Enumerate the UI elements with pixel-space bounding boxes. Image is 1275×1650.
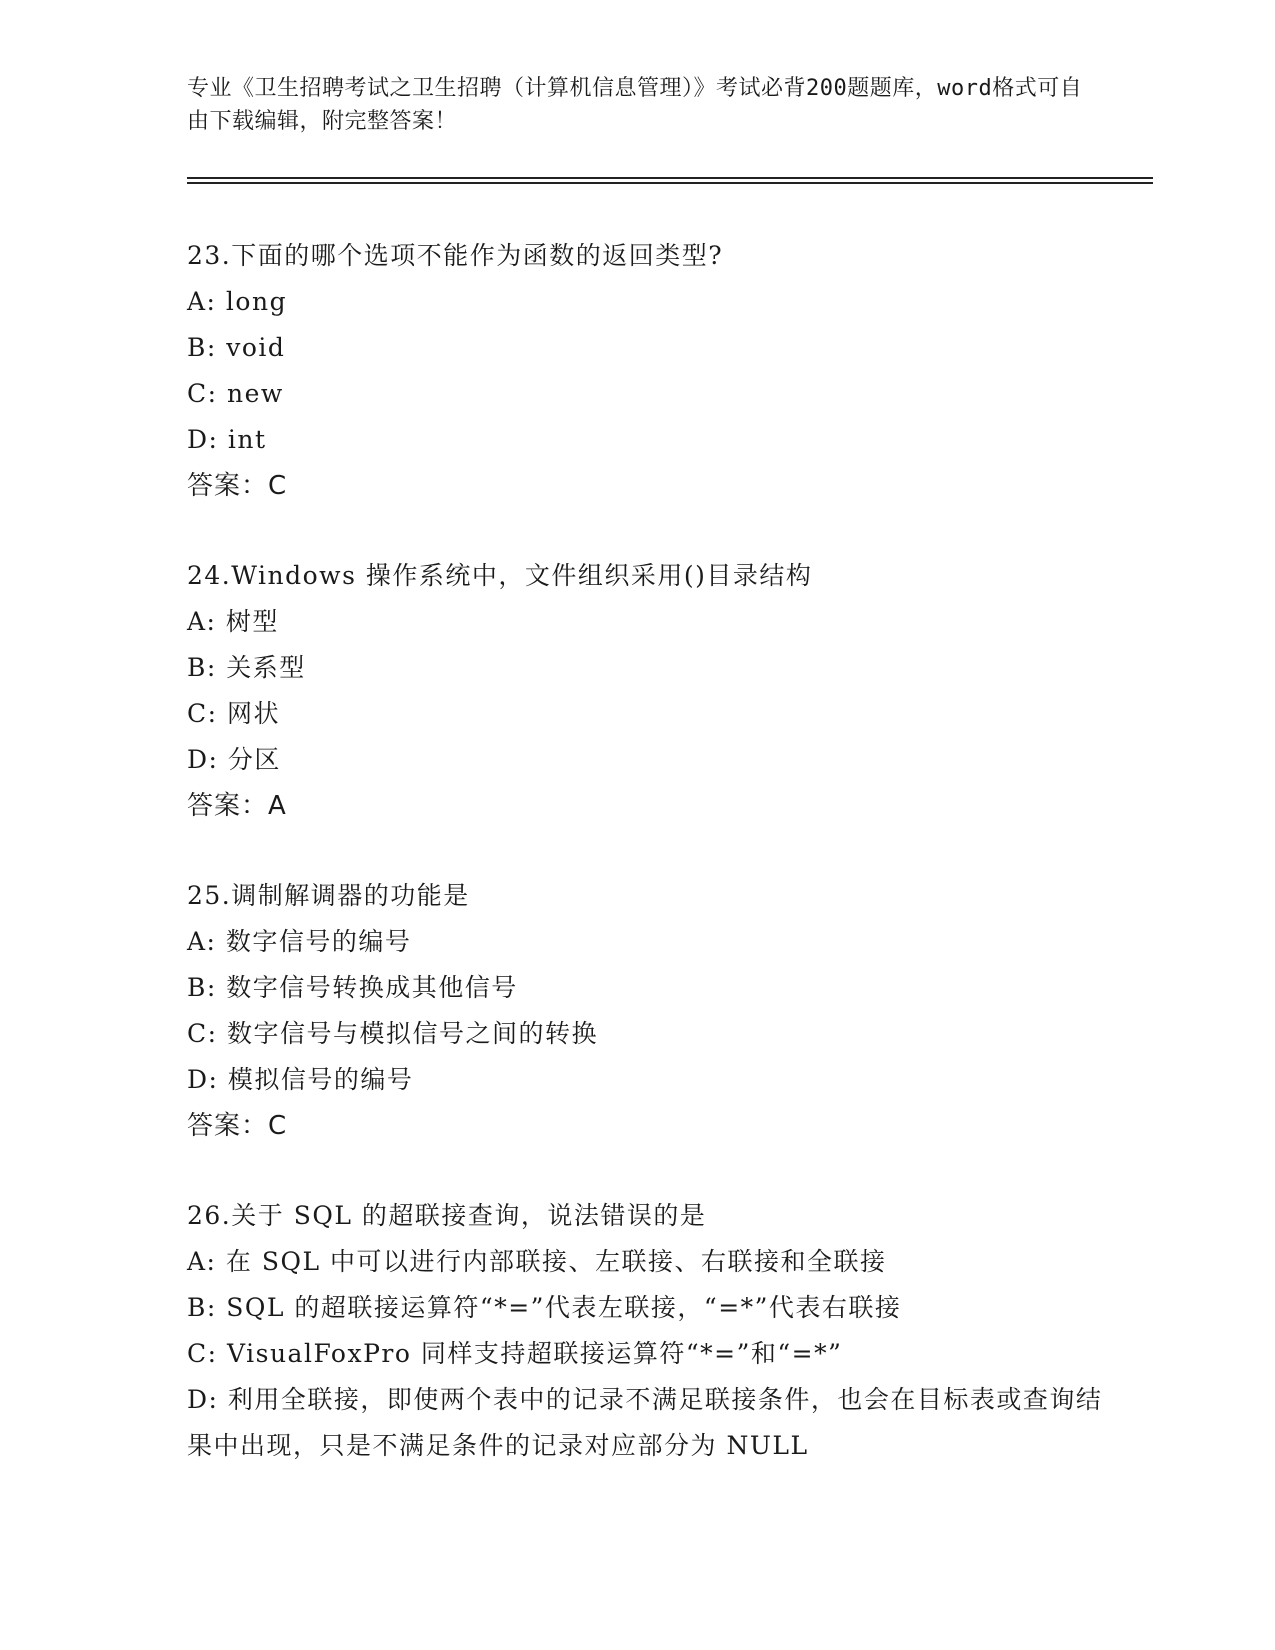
option-a: A: 在 SQL 中可以进行内部联接、左联接、右联接和全联接 (187, 1247, 887, 1276)
answer-label: 答案：C (187, 471, 288, 501)
option-b: B: 数字信号转换成其他信号 (187, 973, 518, 1002)
question-26 (187, 1193, 1107, 1469)
option-a: A: long (187, 287, 288, 316)
option-d: D: 模拟信号的编号 (187, 1065, 414, 1094)
option-d: D: 利用全联接，即使两个表中的记录不满足联接条件，也会在目标表或查询结果中出现，只是不满足条件的记录对应部分为 NULL (187, 1385, 1103, 1460)
answer-label: 答案：A (187, 791, 287, 821)
document-header: 专业《卫生招聘考试之卫生招聘（计算机信息管理）》考试必背200题题库，word格式可自由下载编辑，附完整答案！ (187, 76, 1083, 134)
question-25 (187, 873, 1107, 1149)
option-a: A: 树型 (187, 607, 279, 636)
option-c: C: 网状 (187, 699, 280, 728)
option-c: C: VisualFoxPro 同样支持超联接运算符“*=”和“=*” (187, 1339, 843, 1368)
question-stem: 25.调制解调器的功能是 (187, 881, 470, 910)
header-divider-top (187, 177, 1153, 179)
option-d: D: 分区 (187, 745, 281, 774)
option-c: C: new (187, 379, 284, 408)
answer-label: 答案：C (187, 1111, 288, 1141)
question-stem: 23.下面的哪个选项不能作为函数的返回类型? (187, 241, 724, 270)
option-b: B: 关系型 (187, 653, 306, 682)
question-stem: 26.关于 SQL 的超联接查询，说法错误的是 (187, 1201, 707, 1230)
option-b: B: SQL 的超联接运算符“*=”代表左联接，“=*”代表右联接 (187, 1293, 902, 1322)
option-a: A: 数字信号的编号 (187, 927, 412, 956)
question-23 (187, 233, 1107, 509)
option-c: C: 数字信号与模拟信号之间的转换 (187, 1019, 598, 1048)
option-b: B: void (187, 333, 286, 362)
header-divider-bottom (187, 182, 1153, 184)
question-24 (187, 553, 1107, 829)
question-stem: 24.Windows 操作系统中，文件组织采用()目录结构 (187, 561, 813, 590)
option-d: D: int (187, 425, 267, 454)
